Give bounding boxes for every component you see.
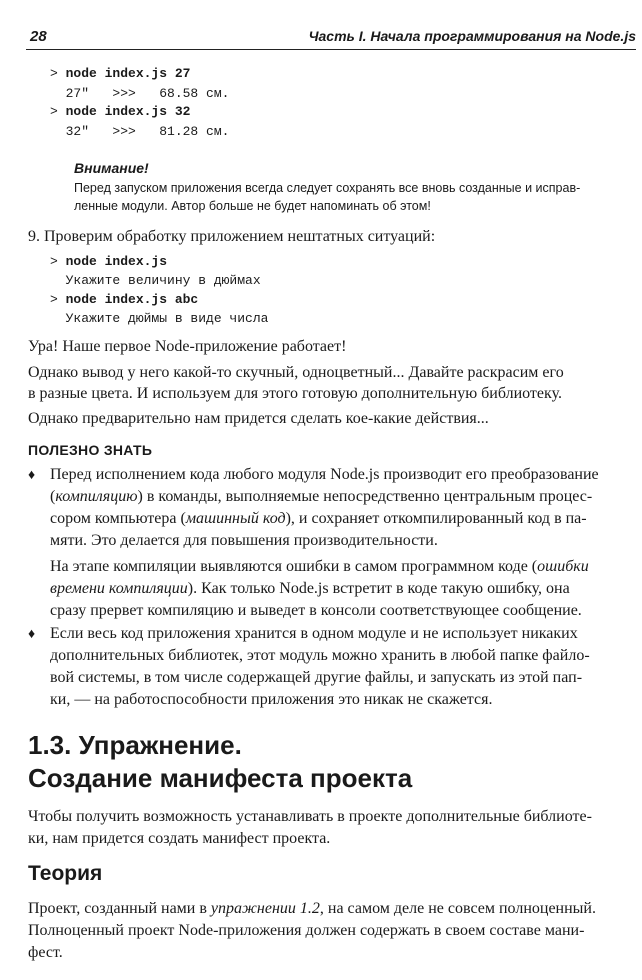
term: компиляцию — [55, 488, 138, 505]
code-line — [50, 66, 190, 81]
page-number: 28 — [30, 28, 47, 45]
paragraph-line: Однако предварительно нам придется сделать кое-какие действия... — [28, 410, 489, 427]
paragraph-line: в разные цвета. И используем для этого готовую дополнительную библиотеку. — [28, 385, 562, 402]
bullet-line: дополнительных библиотек, этот модуль можно хранить в любой папке файло- — [50, 647, 590, 664]
text: На этапе компиляции выявляются ошибки в самом программном коде ( — [50, 558, 538, 575]
bullet-line: ки, — на работоспособности приложения это никак не скажется. — [50, 691, 493, 708]
bullet-line: сразу прервет компиляцию и выведет в консоли соответствующее сообщение. — [50, 602, 582, 619]
bullet-line: Перед исполнением кода любого модуля Node.js производит его преобразование — [50, 466, 599, 483]
term: упражнении 1.2 — [210, 900, 320, 917]
command: node index.js — [65, 254, 168, 269]
warning-line: Перед запуском приложения всегда следует сохранять все вновь созданные и исправ- — [74, 181, 581, 195]
term: ошибки — [537, 558, 589, 575]
term: машинный код — [185, 510, 286, 527]
warning-line: ленные модули. Автор больше не будет напоминать об этом! — [74, 199, 431, 213]
section-title: Создание манифеста проекта — [28, 763, 413, 793]
step-9: 9. Проверим обработку приложением нештатных ситуаций: — [28, 228, 436, 245]
paragraph-line: фест. — [28, 944, 63, 961]
code-line — [50, 104, 190, 119]
bullet-line: Если весь код приложения хранится в одном модуле и не использует никаких — [50, 625, 578, 642]
prompt: > — [50, 66, 66, 81]
page-header — [26, 28, 636, 50]
bullet-line: вой системы, в том числе содержащей другие файлы, и запускать из этой пап- — [50, 669, 583, 686]
bullet-icon: ♦ — [28, 468, 36, 483]
code-output: Укажите величину в дюймах — [50, 273, 261, 288]
prompt: > — [50, 104, 66, 119]
code-line — [50, 254, 167, 269]
code-output: 27" >>> 68.58 см. — [50, 86, 230, 101]
warning-title: Внимание! — [74, 160, 149, 176]
prompt: > — [50, 292, 66, 307]
text: , на самом деле не совсем полноценный. — [319, 900, 596, 917]
code-line — [50, 292, 198, 307]
bullet-line — [50, 556, 589, 578]
text: ), и сохраняет откомпилированный код в па- — [285, 510, 587, 527]
bullet-line — [50, 486, 592, 508]
section-title: 1.3. Упражнение. — [28, 730, 242, 760]
text: ) в команды, выполняемые непосредственно центральным процес- — [137, 488, 593, 505]
command: node index.js abc — [65, 292, 199, 307]
command: node index.js 27 — [65, 66, 191, 81]
bullet-line — [50, 508, 587, 530]
paragraph-line: Однако вывод у него какой-то скучный, одноцветный... Давайте раскрасим его — [28, 364, 564, 381]
bullet-line: мяти. Это делается для повышения производительности. — [50, 532, 438, 549]
paragraph-line: Чтобы получить возможность устанавливать в проекте дополнительные библиоте- — [28, 808, 592, 825]
running-title: Часть I. Начала программирования на Node.js — [308, 28, 636, 44]
bullet-icon: ♦ — [28, 627, 36, 642]
header-rule — [26, 49, 636, 50]
text: Проект, созданный нами в — [28, 900, 211, 917]
text: ( — [50, 488, 56, 505]
paragraph-line: ки, нам придется создать манифест проекта. — [28, 830, 331, 847]
prompt: > — [50, 254, 66, 269]
code-output: 32" >>> 81.28 см. — [50, 124, 230, 139]
paragraph-line: Полноценный проект Node-приложения должен содержать в своем составе мани- — [28, 922, 585, 939]
paragraph-hooray: Ура! Наше первое Node-приложение работает! — [28, 338, 347, 355]
useful-heading: ПОЛЕЗНО ЗНАТЬ — [28, 442, 153, 458]
command: node index.js 32 — [65, 104, 191, 119]
term: времени компиляции — [50, 580, 188, 597]
text: ). Как только Node.js встретит в коде такую ошибку, она — [187, 580, 570, 597]
code-output: Укажите дюймы в виде числа — [50, 311, 269, 326]
text: сором компьютера ( — [50, 510, 186, 527]
paragraph-line — [28, 898, 596, 920]
theory-heading: Теория — [28, 862, 103, 885]
bullet-line — [50, 578, 570, 600]
